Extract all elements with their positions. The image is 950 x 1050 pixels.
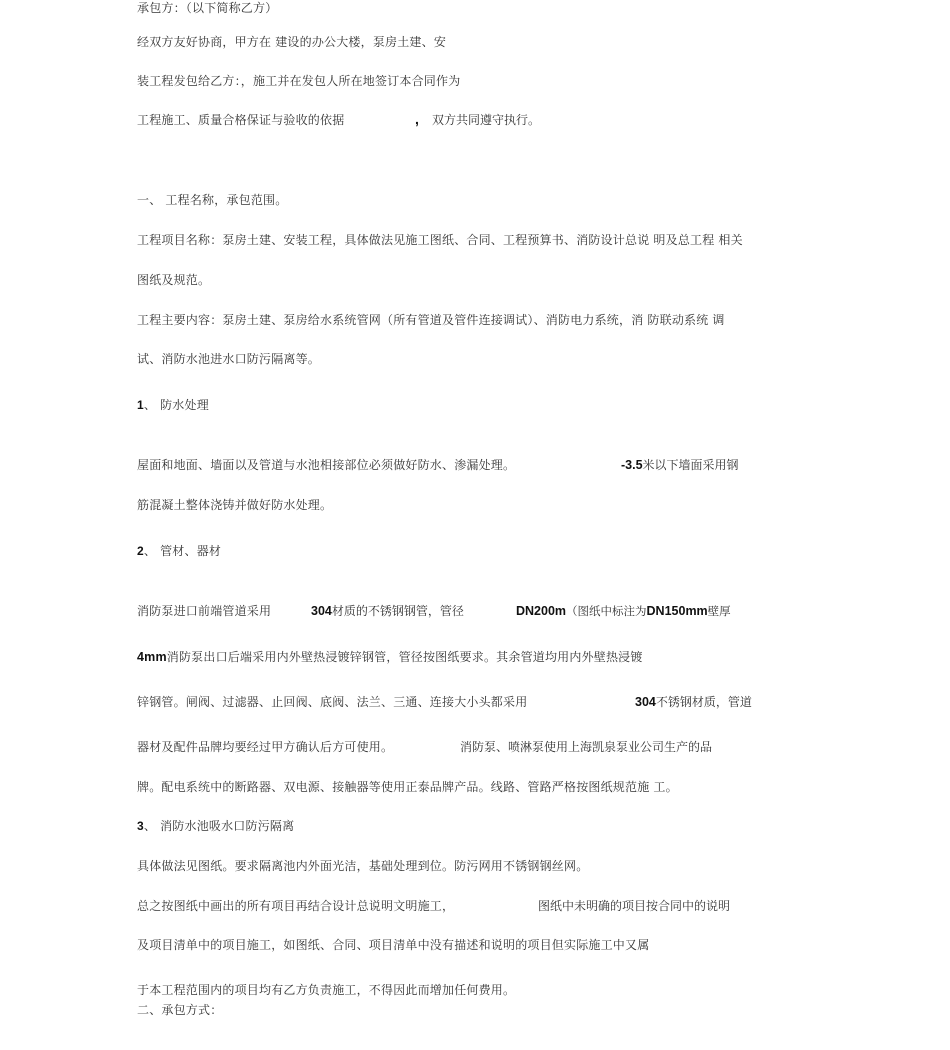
contractor-label-line: 承包方：（以下简称乙方） [137, 1, 278, 15]
text-segment [635, 694, 752, 710]
text-segment: 消防泵出口后端采用内外壁热浸镀锌钢管，管径按图纸要求。其余管道均用内外壁热浸镀 [166, 650, 643, 664]
text-segment: 图纸中未明确的项目按合同中的说明 [538, 899, 731, 913]
text-line: 工程主要内容：泵房土建、泵房给水系统管网（所有管道及管件连接调试）、消防电力系统，消 防联动系统 调 [137, 313, 725, 327]
number-text: 304 [635, 695, 656, 709]
text-line: 双方共同遵守执行。 [432, 113, 541, 127]
number-text: 4mm [137, 650, 167, 664]
heading-number: 3 [137, 819, 144, 833]
text-line: 工程项目名称：泵房土建、安装工程，具体做法见施工图纸、合同、工程预算书、消防设计总说 明及总工程 相关 [137, 233, 743, 247]
text-line: 牌。配电系统中的断路器、双电源、接触器等使用正泰品牌产品。线路、管路严格按图纸规范施 工。 [137, 780, 678, 794]
text-line: 锌钢管。闸阀、过滤器、止回阀、底阀、法兰、三通、连接大小头都采用 [137, 695, 528, 709]
text-segment: （图纸中标注为 [566, 604, 647, 618]
text-segment: 不锈钢材质，管道 [655, 695, 752, 709]
comma-mark: , [415, 111, 419, 127]
heading-text: 、 消防水池吸水口防污隔离 [143, 819, 295, 833]
subsection-heading [137, 397, 209, 413]
text-line: 于本工程范围内的项目均有乙方负责施工，不得因此而增加任何费用。 [137, 983, 516, 997]
heading-text: 、 管材、器材 [143, 544, 222, 558]
subsection-heading [137, 543, 221, 559]
number-text: -3.5 [621, 458, 643, 472]
text-line: 装工程发包给乙方：，施工并在发包人所在地签订本合同作为 [137, 74, 461, 88]
text-segment [311, 603, 464, 619]
text-line: 器材及配件品牌均要经过甲方确认后方可使用。 [137, 740, 394, 754]
text-line: 消防泵进口前端管道采用 [137, 604, 272, 618]
subsection-heading [137, 818, 294, 834]
text-line: 经双方友好协商，甲方在 建设的办公大楼，泵房土建、安 [137, 35, 447, 49]
section-heading: 二、承包方式： [137, 1003, 223, 1017]
text-segment: 壁厚 [707, 604, 731, 618]
text-line: 筋混凝土整体浇铸并做好防水处理。 [137, 498, 333, 512]
text-line: 及项目清单中的项目施工，如图纸、合同、项目清单中没有描述和说明的项目但实际施工中又属 [137, 938, 650, 952]
text-segment: 米以下墙面采用钢 [642, 458, 739, 472]
text-line: 工程施工、质量合格保证与验收的依据 [137, 113, 345, 127]
number-text: 304 [311, 604, 332, 618]
heading-number: 1 [137, 398, 144, 412]
text-segment: 材质的不锈钢钢管，管径 [331, 604, 464, 618]
text-segment [516, 603, 731, 619]
number-text: DN150mm [646, 604, 708, 618]
text-line: 试、消防水池进水口防污隔离等。 [137, 352, 321, 366]
number-text: DN200m [516, 604, 567, 618]
text-segment [621, 457, 739, 473]
text-segment: 消防泵、喷淋泵使用上海凯泉泵业公司生产的品 [460, 740, 713, 754]
text-line: 图纸及规范。 [137, 273, 211, 287]
text-line: 屋面和地面、墙面以及管道与水池相接部位必须做好防水、渗漏处理。 [137, 458, 516, 472]
text-line: 具体做法见图纸。要求隔离池内外面光洁，基础处理到位。防污网用不锈钢钢丝网。 [137, 859, 589, 873]
text-line [137, 649, 643, 665]
heading-number: 2 [137, 544, 144, 558]
heading-text: 、 防水处理 [143, 398, 209, 412]
section-heading: 一、 工程名称，承包范围。 [137, 193, 288, 207]
text-line: 总之按图纸中画出的所有项目再结合设计总说明文明施工， [137, 899, 455, 913]
